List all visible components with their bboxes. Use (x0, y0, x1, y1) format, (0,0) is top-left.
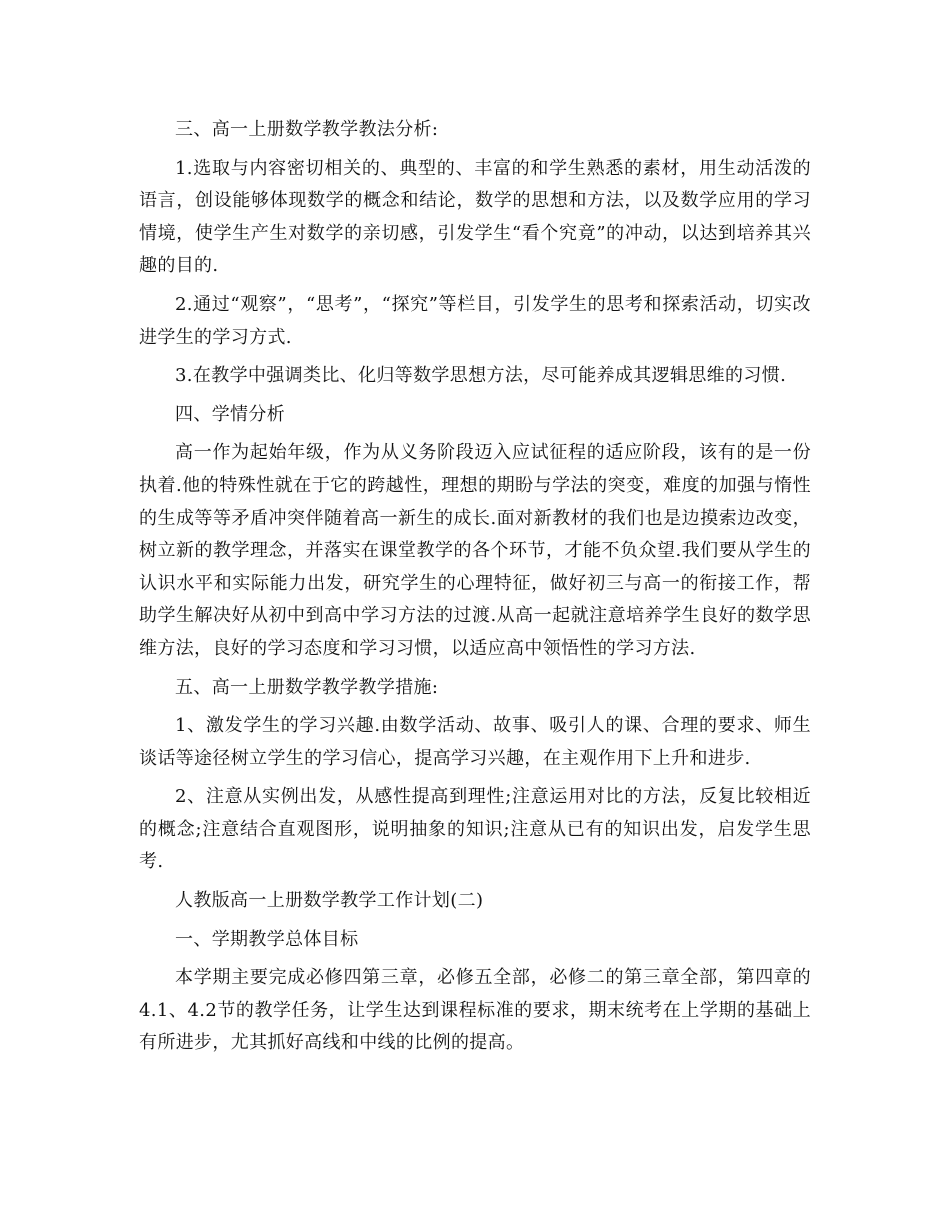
section-heading-teaching-methods: 三、高一上册数学教学教法分析: (175, 119, 439, 140)
paragraph-student-analysis: 高一作为起始年级，作为从义务阶段迈入应试征程的适应阶段，该有的是一份执着.他的特殊性就在于它的跨越性，理想的期盼与学法的突变，难度的加强与惰性的生成等等矛盾冲突伴随着高一新生的成长.面对新教材的我们也是边摸索边改变，树立新的教学理念，并落实在课堂教学的各个环节，才能不负众望.我们要从学生的认识水平和实际能力出发，研究学生的心理特征，做好初三与高一的衔接工作，帮助学生解决好从初中到高中学习方法的过渡.从高一起就注意培养学生良好的数学思维方法，良好的学习态度和学习习惯，以适应高中领悟性的学习方法. (139, 442, 811, 659)
paragraph-semester-goals: 本学期主要完成必修四第三章，必修五全部，必修二的第三章全部，第四章的4.1、4.2节的教学任务，让学生达到课程标准的要求，期末统考在上学期的基础上有所进步，尤其抓好高线和中线的比例的提高。 (139, 967, 811, 1054)
paragraph-method-2: 2.通过“观察”，“思考”，“探究”等栏目，引发学生的思考和探索活动，切实改进学生的学习方式. (139, 293, 811, 348)
paragraph-measure-1: 1、激发学生的学习兴趣.由数学活动、故事、吸引人的课、合理的要求、师生谈话等途径树立学生的学习信心，提高学习兴趣，在主观作用下上升和进步. (139, 715, 811, 769)
document-subtitle: 人教版高一上册数学教学工作计划(二) (175, 890, 484, 912)
paragraph-method-1: 1.选取与内容密切相关的、典型的、丰富的和学生熟悉的素材，用生动活泼的语言，创设能够体现数学的概念和结论，数学的思想和方法，以及数学应用的学习情境，使学生产生对数学的亲切感，引发学生“看个究竟”的冲动，以达到培养其兴趣的目的. (139, 157, 811, 277)
section-heading-teaching-measures: 五、高一上册数学教学教学措施: (175, 676, 439, 698)
section-heading-student-analysis: 四、学情分析 (175, 403, 286, 425)
paragraph-method-3: 3.在教学中强调类比、化归等数学思想方法，尽可能养成其逻辑思维的习惯. (175, 365, 787, 387)
document-body (139, 114, 811, 1066)
paragraph-measure-2: 2、注意从实例出发，从感性提高到理性;注意运用对比的方法，反复比较相近的概念;注意结合直观图形，说明抽象的知识;注意从已有的知识出发，启发学生思考. (139, 786, 811, 873)
section-heading-semester-goals: 一、学期教学总体目标 (175, 928, 359, 950)
